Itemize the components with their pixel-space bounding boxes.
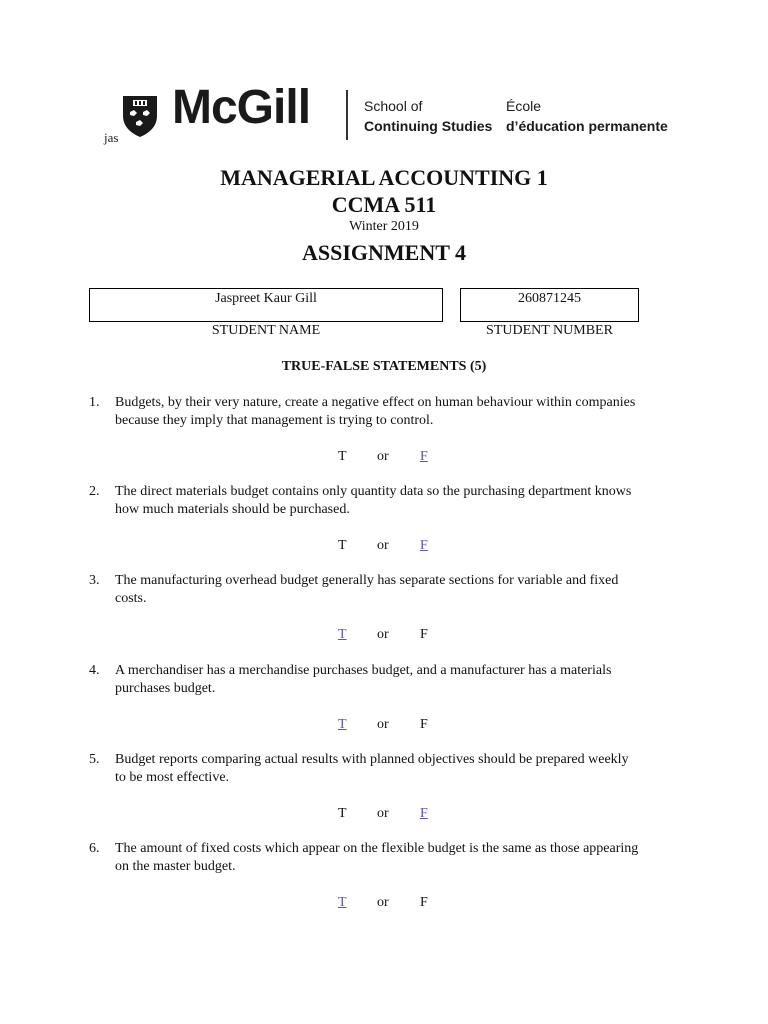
question-number: 4. [89, 663, 100, 678]
question-item [89, 751, 689, 787]
question-text [115, 662, 689, 698]
question-item [89, 572, 689, 608]
question-line: The direct materials budget contains only quantity data so the purchasing department knows [115, 484, 632, 499]
document-titles [0, 164, 768, 268]
answer-false[interactable]: F [420, 449, 428, 464]
answer-or: or [377, 806, 389, 821]
logo-divider [346, 90, 348, 140]
answer-true[interactable]: T [338, 895, 347, 910]
course-title: MANAGERIAL ACCOUNTING 1 [220, 165, 548, 190]
answer-true[interactable]: T [338, 538, 347, 553]
answer-true[interactable]: T [338, 449, 347, 464]
term: Winter 2019 [349, 219, 419, 234]
question-line: costs. [115, 591, 147, 606]
question-number: 6. [89, 841, 100, 856]
question-line: The manufacturing overhead budget generally has separate sections for variable and fixed [115, 573, 619, 588]
question-item [89, 394, 689, 430]
answer-true[interactable]: T [338, 627, 347, 642]
school-en-line2: Continuing Studies [364, 118, 493, 134]
school-fr-line1: École [506, 98, 542, 114]
student-number-field: 260871245 [460, 288, 639, 322]
answer-false[interactable]: F [420, 717, 428, 732]
question-number: 2. [89, 484, 100, 499]
question-item [89, 483, 689, 519]
question-line: Budget reports comparing actual results with planned objectives should be prepared weekly [115, 752, 629, 767]
mcgill-logo [102, 81, 672, 148]
answer-false[interactable]: F [420, 806, 428, 821]
answer-false[interactable]: F [420, 627, 428, 642]
question-line: to be most effective. [115, 770, 230, 785]
answer-false[interactable]: F [420, 538, 428, 553]
question-item [89, 840, 689, 876]
question-text [115, 483, 689, 519]
answer-or: or [377, 627, 389, 642]
answer-false[interactable]: F [420, 895, 428, 910]
question-text [115, 394, 689, 430]
question-line: how much materials should be purchased. [115, 502, 350, 517]
answer-or: or [377, 538, 389, 553]
question-line: The amount of fixed costs which appear on the flexible budget is the same as those appearing [115, 841, 639, 856]
question-line: on the master budget. [115, 859, 236, 874]
question-number: 1. [89, 395, 100, 410]
answer-or: or [377, 449, 389, 464]
section-title: TRUE-FALSE STATEMENTS (5) [281, 359, 487, 374]
question-line: because they imply that management is trying to control. [115, 413, 434, 428]
school-name-french [506, 96, 668, 136]
assignment-title: ASSIGNMENT 4 [301, 240, 467, 265]
mcgill-wordmark: McGill [172, 81, 311, 134]
question-item [89, 662, 689, 698]
author-initials: jas [104, 130, 119, 145]
question-text [115, 751, 689, 787]
student-name-label: STUDENT NAME [211, 323, 321, 338]
question-number: 3. [89, 573, 100, 588]
answer-or: or [377, 895, 389, 910]
student-name-field: Jaspreet Kaur Gill [89, 288, 443, 322]
question-number: 5. [89, 752, 100, 767]
school-fr-line2: d’éducation permanente [506, 118, 668, 134]
question-text [115, 840, 689, 876]
answer-or: or [377, 717, 389, 732]
course-code: CCMA 511 [331, 192, 437, 217]
question-line: purchases budget. [115, 681, 216, 696]
question-text [115, 572, 689, 608]
question-line: Budgets, by their very nature, create a negative effect on human behaviour within companies [115, 395, 636, 410]
question-line: A merchandiser has a merchandise purchases budget, and a manufacturer has a materials [115, 663, 612, 678]
mcgill-crest-icon [121, 92, 159, 138]
student-number-label: STUDENT NUMBER [486, 323, 613, 338]
school-name-english [364, 96, 492, 136]
school-en-line1: School of [364, 98, 423, 114]
answer-true[interactable]: T [338, 717, 347, 732]
answer-true[interactable]: T [338, 806, 347, 821]
